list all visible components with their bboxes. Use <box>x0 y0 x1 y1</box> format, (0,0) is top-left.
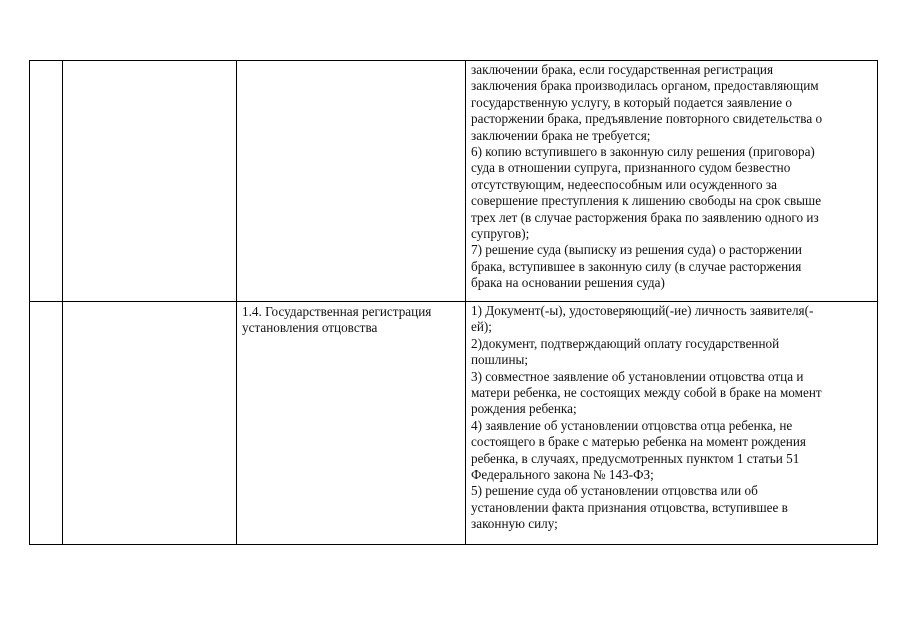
document-text-line: 7) решение суда (выписку из решения суда) о расторжении <box>471 242 802 258</box>
document-text-line: 6) копию вступившего в законную силу решения (приговора) <box>471 144 815 160</box>
document-text-line: состоящего в браке с матерью ребенка на момент рождения <box>471 434 806 450</box>
category-cell <box>63 302 237 545</box>
service-name-cell <box>237 302 466 545</box>
document-text-line: 1) Документ(-ы), удостоверяющий(-ие) личность заявителя(- <box>471 303 814 318</box>
documents-cell <box>466 302 878 545</box>
document-text-line: заключения брака производилась органом, предоставляющим <box>471 78 819 94</box>
services-table <box>29 60 878 545</box>
document-text-line: 4) заявление об установлении отцовства отца ребенка, не <box>471 417 793 433</box>
document-text-line: супругов); <box>471 226 530 242</box>
document-text-line: заключении брака не требуется; <box>471 127 651 143</box>
document-text-line: 3) совместное заявление об установлении отцовства отца и <box>471 368 804 384</box>
document-text-line: 2)документ, подтверждающий оплату государственной <box>471 335 780 351</box>
document-text-line: суда в отношении супруга, признанного судом безвестно <box>471 160 791 176</box>
document-text-line: пошлины; <box>471 352 529 368</box>
document-text-line: установлении факта признания отцовства, вступившее в <box>471 499 788 515</box>
document-text-line: Федерального закона № 143-ФЗ; <box>471 467 654 483</box>
documents-cell <box>466 61 878 302</box>
document-text-line: брака на основании решения суда) <box>471 275 665 291</box>
document-text-line: расторжении брака, предъявление повторного свидетельства о <box>471 111 823 127</box>
document-text-line: 5) решение суда об установлении отцовства или об <box>471 483 758 499</box>
document-text-line: матери ребенка, не состоящих между собой в браке на момент <box>471 385 822 401</box>
document-text-line: отсутствующим, недееспособным или осужденного за <box>471 176 777 192</box>
table-row <box>30 61 878 302</box>
document-text-line: рождения ребенка; <box>471 401 577 417</box>
document-text-line: ребенка, в случаях, предусмотренных пунктом 1 статьи 51 <box>471 450 800 466</box>
number-cell <box>30 302 63 545</box>
service-name-line: установления отцовства <box>242 320 378 336</box>
document-text-line: брака, вступившее в законную силу (в случае расторжения <box>471 258 802 274</box>
service-name-line: 1.4. Государственная регистрация <box>242 304 432 319</box>
document-text-line: ей); <box>471 319 492 335</box>
document-text-line: совершение преступления к лишению свободы на срок свыше <box>471 193 822 209</box>
table-row <box>30 302 878 545</box>
document-text-line: государственную услугу, в который подается заявление о <box>471 94 792 110</box>
document-text-line: заключении брака, если государственная регистрация <box>471 62 774 77</box>
document-text-line: законную силу; <box>471 516 558 532</box>
category-cell <box>63 61 237 302</box>
service-name-cell <box>237 61 466 302</box>
number-cell <box>30 61 63 302</box>
document-text-line: трех лет (в случае расторжения брака по заявлению одного из <box>471 209 819 225</box>
